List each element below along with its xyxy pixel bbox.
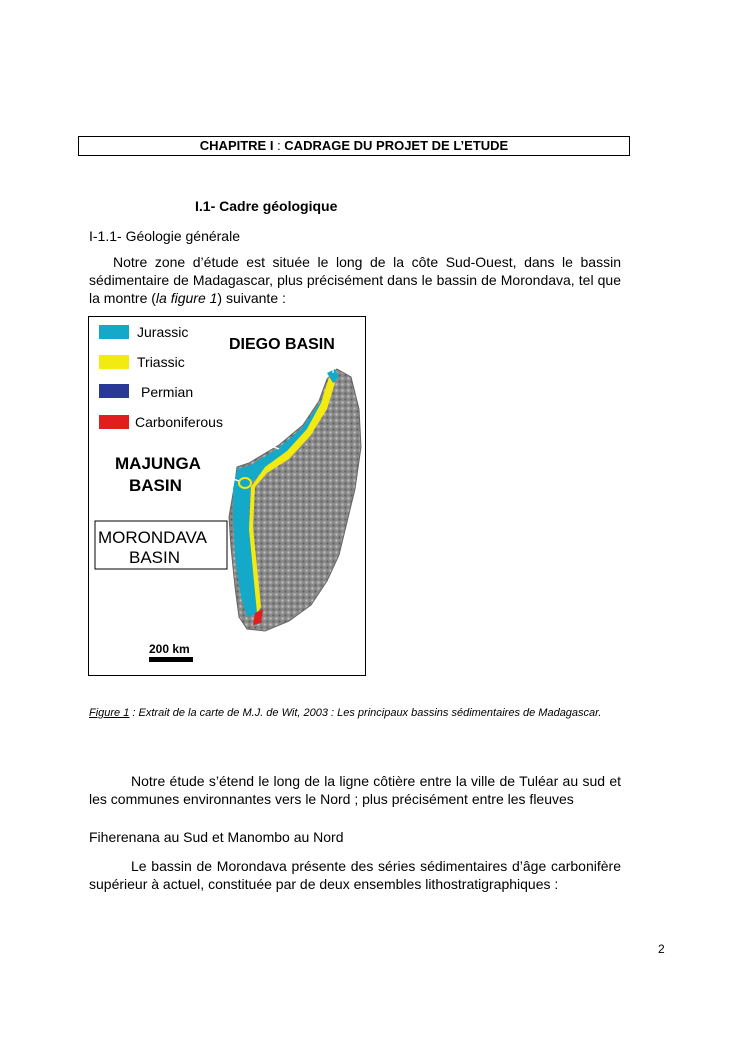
legend-carboniferous: Carboniferous (135, 414, 223, 430)
chapter-separator: : (273, 138, 285, 153)
diego-basin-label: DIEGO BASIN (229, 336, 335, 353)
majunga-label-line2: BASIN (129, 476, 182, 495)
figure-reference: la figure 1 (155, 290, 218, 306)
legend-swatch-carboniferous (99, 415, 129, 429)
legend-triassic: Triassic (137, 354, 185, 370)
basin-map-figure (88, 316, 366, 676)
rivers-line: Fiherenana au Sud et Manombo au Nord (89, 829, 344, 845)
subsection-title: I-1.1- Géologie générale (89, 228, 240, 244)
page-number: 2 (658, 942, 665, 956)
intro-text-end: ) suivante : (217, 290, 286, 306)
legend-jurassic: Jurassic (137, 324, 189, 340)
morondava-label-line2: BASIN (129, 548, 181, 567)
scale-label: 200 km (149, 642, 190, 656)
morondava-label-line1: MORONDAVA (98, 528, 207, 547)
chapter-heading (78, 136, 630, 156)
legend-swatch-triassic (99, 355, 129, 369)
chapter-prefix: CHAPITRE I (199, 138, 274, 153)
intro-paragraph (89, 253, 621, 307)
legend-permian: Permian (141, 384, 194, 400)
majunga-pointer (199, 467, 239, 481)
majunga-label-line1: MAJUNGA (115, 454, 201, 473)
chapter-title: CADRAGE DU PROJET DE L’ETUDE (284, 138, 509, 153)
figure-caption (89, 706, 629, 720)
caption-label: Figure 1 (89, 707, 130, 719)
scale-bar (149, 657, 193, 662)
legend-swatch-permian (99, 384, 129, 398)
basin-paragraph: Le bassin de Morondava présente des séries sédimentaires d’âge carbonifère supérieur à actuel, constituée par de deux ensembles lithostratigraphiques : (89, 858, 621, 892)
section-title: I.1- Cadre géologique (195, 198, 338, 214)
study-area-paragraph: Notre étude s’étend le long de la ligne côtière entre la ville de Tuléar au sud et les communes environnantes vers le Nord ; plus précisément entre les fleuves (89, 773, 621, 807)
madagascar-map (89, 317, 365, 675)
legend-swatch-jurassic (99, 325, 129, 339)
intro-text-start: Notre zone d’étude est située le long de la côte Sud-Ouest, dans le bassin sédimentaire de Madagascar, plus précisément dans le bassin de Morondava, tel que la montre ( (89, 254, 621, 306)
caption-text: : Extrait de la carte de M.J. de Wit, 2003 : Les principaux bassins sédimentaires de Madagascar. (129, 707, 602, 719)
carboniferous-pointer (241, 435, 279, 449)
